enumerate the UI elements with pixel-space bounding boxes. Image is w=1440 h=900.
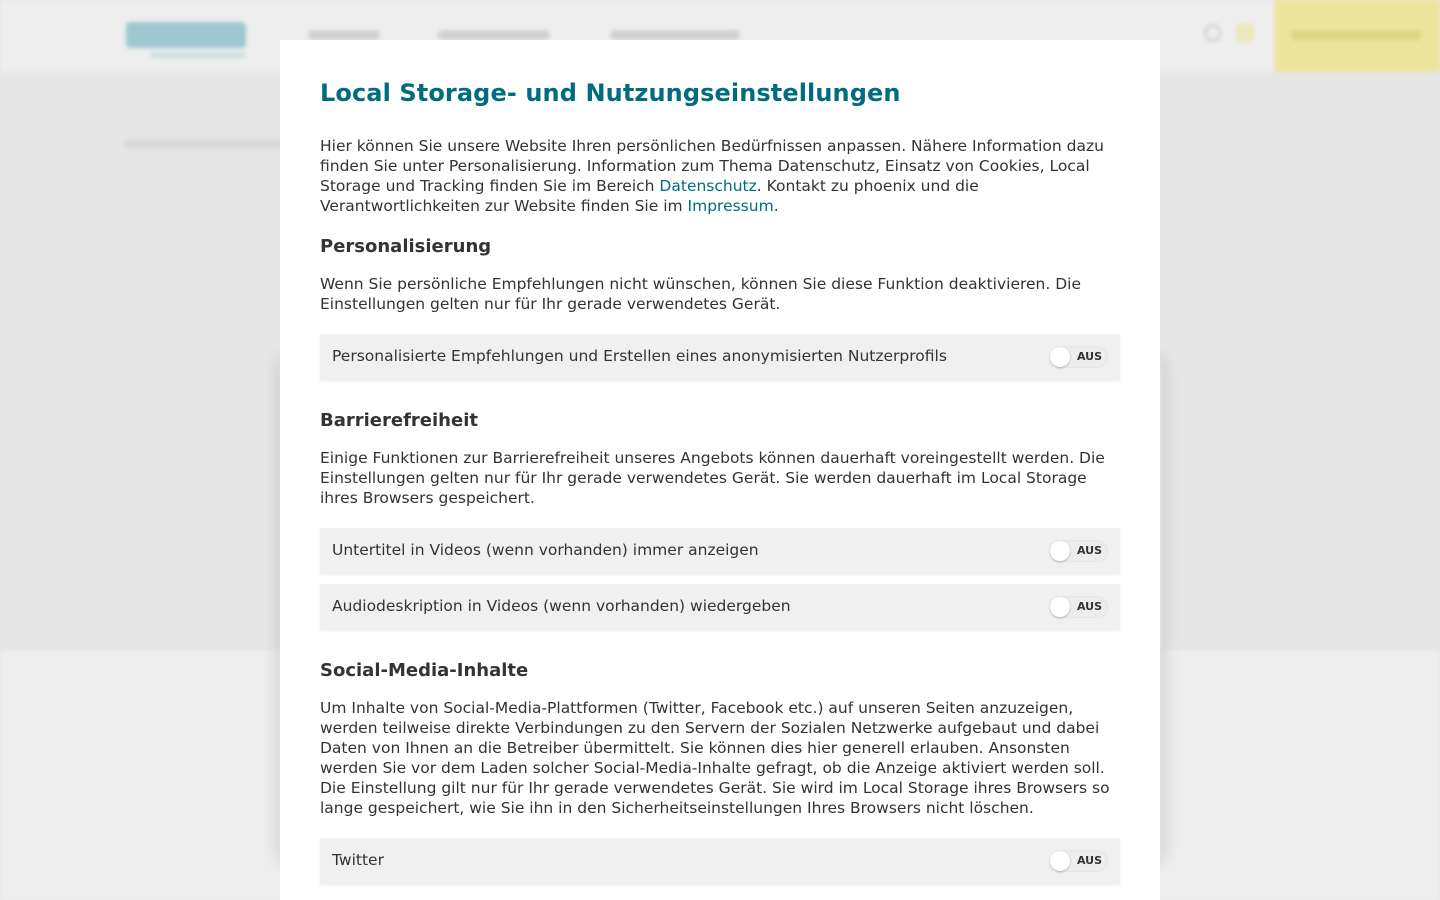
impressum-link[interactable]: Impressum: [687, 197, 774, 215]
toggle-state-label: AUS: [1076, 600, 1102, 613]
toggle-state-label: AUS: [1076, 544, 1102, 557]
toggle-state-label: AUS: [1076, 350, 1102, 363]
toggle-knob: [1050, 347, 1070, 367]
setting-row-twitter[interactable]: [320, 838, 1120, 884]
intro-text-2: . Kontakt zu phoenix und die Verantwortlichkeiten zur Website finden Sie im: [320, 177, 979, 215]
storage-settings-modal: [280, 40, 1160, 900]
datenschutz-link[interactable]: Datenschutz: [659, 177, 757, 195]
section-heading-personalisierung: Personalisierung: [320, 236, 492, 257]
section-description-personalisierung: Wenn Sie persönliche Empfehlungen nicht wünschen, können Sie diese Funktion deaktivieren. Die Einstellungen gelten nur für Ihr gerade verwendetes Gerät.: [320, 275, 1082, 313]
setting-row-audiodeskription[interactable]: [320, 584, 1120, 630]
personalisierung-toggle[interactable]: [1050, 346, 1108, 368]
background-bag-icon: [1236, 24, 1254, 42]
background-logo-subtitle: [150, 52, 246, 58]
setting-label: Audiodeskription in Videos (wenn vorhanden) wiedergeben: [332, 597, 791, 615]
background-cta-label: [1290, 30, 1422, 40]
setting-row-untertitel[interactable]: [320, 528, 1120, 574]
section-description-social-media: Um Inhalte von Social-Media-Plattformen (Twitter, Facebook etc.) auf unseren Seiten anzuzeigen, werden teilweise direkte Verbindungen zu den Servern der Sozialen Netzwerke aufgebaut und dabei Daten von Ihnen an die Betreiber übermittelt. Sie können dies hier generell erlauben. Ansonsten werden Sie vor dem Laden solcher Social-Media-Inhalte gefragt, ob die Anzeige aktiviert werden soll. Die Einstellung gilt nur für Ihr gerade verwendetes Gerät. Sie wird im Local Storage ihres Browsers so lange gespeichert, wie Sie ihn in den Sicherheitseinstellungen Ihres Browsers nicht löschen.: [320, 699, 1110, 817]
background-nav-item: [308, 30, 380, 40]
modal-intro: [320, 136, 1120, 216]
background-breadcrumb: [124, 140, 284, 148]
background-search-icon: [1204, 24, 1222, 42]
toggle-state-label: AUS: [1076, 854, 1102, 867]
setting-label: Untertitel in Videos (wenn vorhanden) immer anzeigen: [332, 541, 759, 559]
section-heading-social-media: Social-Media-Inhalte: [320, 660, 529, 681]
section-heading-barrierefreiheit: Barrierefreiheit: [320, 410, 478, 431]
setting-row-personalisierung[interactable]: [320, 334, 1120, 380]
setting-label: Personalisierte Empfehlungen und Erstellen eines anonymisierten Nutzerprofils: [332, 347, 947, 365]
toggle-knob: [1050, 541, 1070, 561]
untertitel-toggle[interactable]: [1050, 540, 1108, 562]
modal-title: Local Storage- und Nutzungseinstellungen: [320, 79, 901, 107]
background-nav-item: [438, 30, 550, 40]
twitter-toggle[interactable]: [1050, 850, 1108, 872]
setting-label: Twitter: [332, 851, 384, 869]
background-logo: [126, 22, 246, 48]
intro-text-3: .: [773, 197, 779, 215]
toggle-knob: [1050, 851, 1070, 871]
section-description-barrierefreiheit: Einige Funktionen zur Barrierefreiheit unseres Angebots können dauerhaft voreingestellt werden. Die Einstellungen gelten nur für Ihr gerade verwendetes Gerät. Sie werden dauerhaft im Local Storage ihres Browsers gespeichert.: [320, 449, 1105, 507]
toggle-knob: [1050, 597, 1070, 617]
audiodeskription-toggle[interactable]: [1050, 596, 1108, 618]
background-nav-item: [610, 30, 740, 40]
intro-text-1: Hier können Sie unsere Website Ihren persönlichen Bedürfnissen anpassen. Nähere Information dazu finden Sie unter Personalisierung. Information zum Thema Datenschutz, Einsatz von Cookies, Local Storage und Tracking finden Sie im Bereich: [320, 137, 1104, 195]
